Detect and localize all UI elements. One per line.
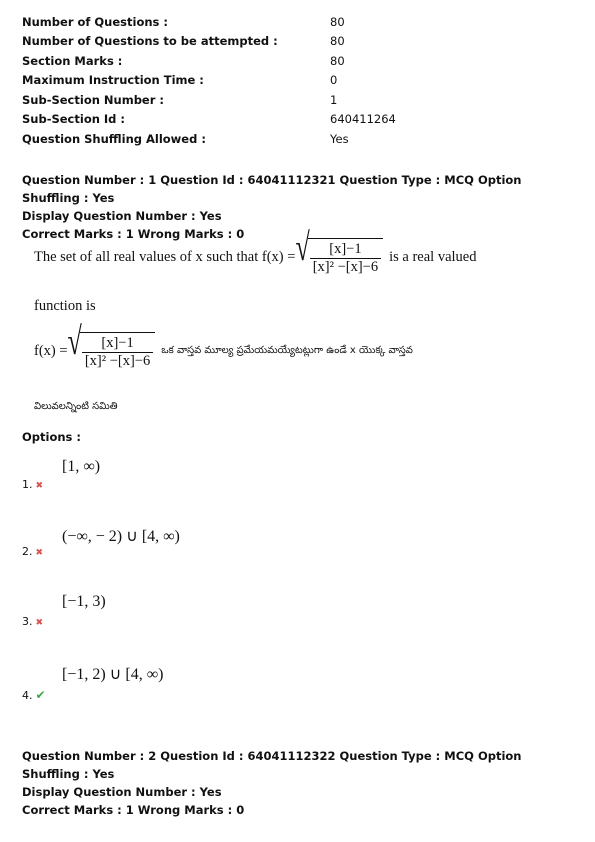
option-1-math[interactable]: [1, ∞): [62, 458, 101, 475]
meta-row: [22, 90, 396, 110]
meta-label: Question Shuffling Allowed :: [22, 131, 206, 146]
meta-value: 80: [330, 53, 345, 68]
meta-label: Number of Questions to be attempted :: [22, 34, 278, 49]
sqrt-expression: [295, 225, 383, 276]
option-2-number: [22, 545, 43, 558]
meta-value: 640411264: [330, 112, 396, 127]
question-1-telugu-stem: [34, 319, 413, 370]
meta-label: Maximum Instruction Time :: [22, 73, 204, 88]
question-2-header: [22, 747, 582, 819]
meta-value: 80: [330, 14, 345, 29]
cross-icon: ✖: [35, 481, 44, 491]
fraction: [310, 241, 381, 276]
question-1-telugu-line2: విలువలన్నింటి సమితి: [34, 401, 118, 412]
option-number: 1.: [22, 478, 33, 491]
option-1-number: [22, 478, 43, 491]
fraction-numerator: [x]−1: [329, 241, 362, 257]
meta-row: [22, 32, 396, 52]
stem-prefix: The set of all real values of x such that f(x) =: [34, 248, 296, 265]
meta-row: [22, 110, 396, 130]
question-1-display-line: Display Question Number : Yes: [22, 209, 222, 223]
meta-label: Sub-Section Id :: [22, 112, 126, 127]
meta-label: Number of Questions :: [22, 14, 168, 29]
radical-sign: √: [67, 319, 82, 363]
meta-value: 80: [330, 34, 345, 49]
meta-row: [22, 71, 396, 91]
stem-suffix: is a real valued: [389, 248, 477, 265]
meta-label: Section Marks :: [22, 53, 123, 68]
fraction: [82, 335, 153, 370]
section-meta-table: [22, 12, 396, 149]
sqrt-expression: [67, 319, 156, 370]
option-4-math[interactable]: [−1, 2) ∪ [4, ∞): [62, 666, 164, 683]
option-number: 4.: [22, 689, 33, 702]
option-number: 2.: [22, 545, 33, 558]
meta-value: 0: [330, 73, 338, 88]
question-1-english-line2: function is: [34, 298, 96, 314]
meta-row: [22, 129, 396, 149]
cross-icon: ✖: [35, 618, 44, 628]
meta-label: Sub-Section Number :: [22, 92, 165, 107]
option-2-math[interactable]: (−∞, − 2) ∪ [4, ∞): [62, 528, 180, 545]
options-label: Options :: [22, 430, 81, 444]
fraction-denominator: [x]² −[x]−6: [82, 352, 153, 370]
option-3-math[interactable]: [−1, 3): [62, 593, 106, 610]
question-2-marks-line: Correct Marks : 1 Wrong Marks : 0: [22, 803, 245, 817]
radical-sign: √: [295, 225, 310, 269]
question-1-marks-line: Correct Marks : 1 Wrong Marks : 0: [22, 227, 245, 241]
fraction-numerator: [x]−1: [101, 335, 134, 351]
meta-row: [22, 51, 396, 71]
fraction-denominator: [x]² −[x]−6: [310, 258, 381, 276]
question-1-header-line: Question Number : 1 Question Id : 64041112321 Question Type : MCQ Option Shuffling : Yes: [22, 173, 522, 205]
telugu-fx: f(x) =: [34, 342, 68, 359]
option-3-number: [22, 615, 43, 628]
option-number: 3.: [22, 615, 33, 628]
meta-value: Yes: [330, 131, 349, 146]
meta-row: [22, 12, 396, 32]
option-4-number: [22, 688, 46, 702]
telugu-suffix: ఒక వాస్తవ మూల్య ప్రమేయమయ్యేటట్లుగా ఉండే x యొక్క వాస్తవ: [161, 345, 413, 356]
meta-value: 1: [330, 92, 338, 107]
question-2-display-line: Display Question Number : Yes: [22, 785, 222, 799]
question-2-header-line: Question Number : 2 Question Id : 64041112322 Question Type : MCQ Option Shuffling : Yes: [22, 749, 522, 781]
radicand: [308, 238, 383, 276]
cross-icon: ✖: [35, 548, 44, 558]
radicand: [80, 332, 155, 370]
check-icon: ✔: [35, 688, 46, 702]
